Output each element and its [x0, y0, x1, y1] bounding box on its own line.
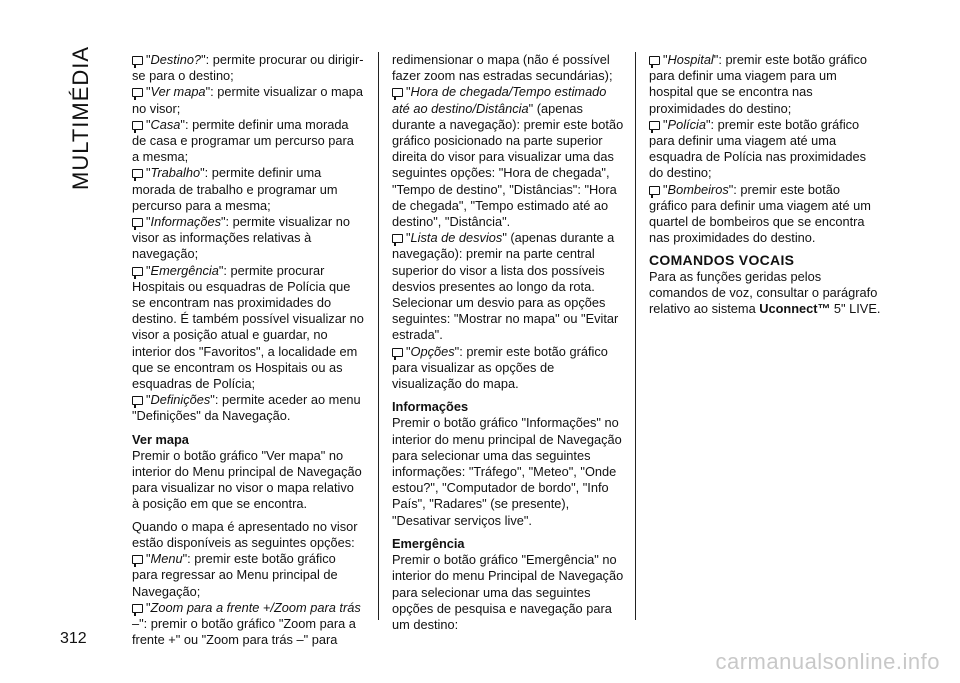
list-item-policia: "Polícia": premir este botão gráfico para definir uma viagem até uma esquadra de Polícia nas proximidades do destino;: [649, 116, 866, 181]
touch-button-icon: [649, 56, 660, 65]
touch-button-icon: [392, 234, 403, 243]
touch-button-icon: [132, 218, 143, 227]
list-item-casa: "Casa": permite definir uma morada de casa e programar um percurso para a mesma;: [132, 116, 354, 165]
list-item-opcoes: "Opções": premir este botão gráfico para visualizar as opções de visualização do mapa.: [392, 343, 608, 392]
list-item-hospital: "Hospital": premir este botão gráfico para definir uma viagem para um hospital que se encontra nas proximidades do destino;: [649, 52, 867, 116]
section-title-vertical: MULTIMÉDIA: [68, 45, 93, 190]
paragraph: Quando o mapa é apresentado no visor estão disponíveis as seguintes opções:: [132, 518, 358, 550]
heading-comandos-vocais: COMANDOS VOCAIS: [649, 252, 795, 269]
list-item-lista-desvios: "Lista de desvios" (apenas durante a navegação): premir na parte central superior do visor a lista dos possíveis desvios presentes ao longo da rota. Selecionar um desvio para as opções seguintes: "Mostrar no mapa" ou "Evitar estrada".: [392, 230, 619, 343]
touch-button-icon: [132, 604, 143, 613]
text-column-2: [392, 52, 624, 633]
list-item-trabalho: "Trabalho": permite definir uma morada de trabalho e programar um percurso para a mesma;: [132, 165, 338, 213]
text-column-1: [132, 52, 364, 648]
list-item-bombeiros: "Bombeiros": premir este botão gráfico para definir uma viagem até um quartel de bombeiros que se encontra nas proximidades do destino.: [649, 181, 871, 246]
page-number: 312: [60, 630, 87, 647]
list-item-menu: "Menu": premir este botão gráfico para regressar ao Menu principal de Navegação;: [132, 551, 338, 599]
touch-button-icon: [392, 88, 403, 97]
list-item-definicoes: "Definições": permite aceder ao menu "Definições" da Navegação.: [132, 392, 361, 424]
paragraph: Premir o botão gráfico "Emergência" no interior do menu Principal de Navegação para selecionar uma das seguintes opções de pesquisa e navegação para um destino:: [392, 552, 624, 632]
touch-button-icon: [392, 348, 403, 357]
list-item-informacoes: "Informações": permite visualizar no visor as informações relativas à navegação;: [132, 214, 350, 262]
touch-button-icon: [132, 121, 143, 130]
list-item-destino: "Destino?": permite procurar ou dirigir-se para o destino;: [132, 52, 364, 84]
touch-button-icon: [132, 169, 143, 178]
list-item-hora-chegada: "Hora de chegada/Tempo estimado até ao destino/Distância" (apenas durante a navegação): premir este botão gráfico posicionado na parte superior direita do visor para visualizar uma das seguintes opções: "Hora de chegada", "Tempo de destino", "Distâncias": "Hora de chegada", "Tempo estimado até ao destino", "Distância".: [392, 84, 624, 230]
paragraph: Premir o botão gráfico "Informações" no interior do menu principal de Navegação para selecionar uma das seguintes informações: "Tráfego", "Meteo", "Onde estou?", "Computador de bordo", "Info País", "Radares" (se presente), "Desativar serviços live".: [392, 415, 622, 528]
paragraph: Premir o botão gráfico "Ver mapa" no interior do Menu principal de Navegação para visualizar no visor o mapa relativo à posição em que se encontra.: [132, 447, 362, 512]
column-divider: [635, 52, 636, 620]
touch-button-icon: [649, 121, 660, 130]
touch-button-icon: [132, 88, 143, 97]
touch-button-icon: [649, 186, 660, 195]
paragraph-continuation: redimensionar o mapa (não é possível fazer zoom nas estradas secundárias);: [392, 52, 613, 84]
list-item-ver-mapa: "Ver mapa": permite visualizar o mapa no visor;: [132, 84, 364, 116]
text-column-3: [649, 52, 881, 317]
heading-ver-mapa: Ver mapa: [132, 431, 189, 447]
list-item-zoom: "Zoom para a frente +/Zoom para trás –": premir o botão gráfico "Zoom para a frente +" ou "Zoom para trás –" para: [132, 599, 361, 648]
heading-informacoes: Informações: [392, 399, 469, 415]
column-divider: [378, 52, 379, 620]
touch-button-icon: [132, 396, 143, 405]
touch-button-icon: [132, 267, 143, 276]
heading-emergencia: Emergência: [392, 535, 465, 551]
paragraph: Para as funções geridas pelos comandos de voz, consultar o parágrafo relativo ao sistema Uconnect™ 5" LIVE.: [649, 268, 881, 317]
touch-button-icon: [132, 56, 143, 65]
list-item-emergencia: "Emergência": permite procurar Hospitais ou esquadras de Polícia que se encontram nas proximidades do destino. É também possível visualizar no visor a posição atual e guardar, no interior dos "Favoritos", a localidade em que se encontram os Hospitais ou as esquadras de Polícia;: [132, 262, 364, 392]
watermark: carmanualsonline.info: [715, 649, 940, 674]
touch-button-icon: [132, 555, 143, 564]
